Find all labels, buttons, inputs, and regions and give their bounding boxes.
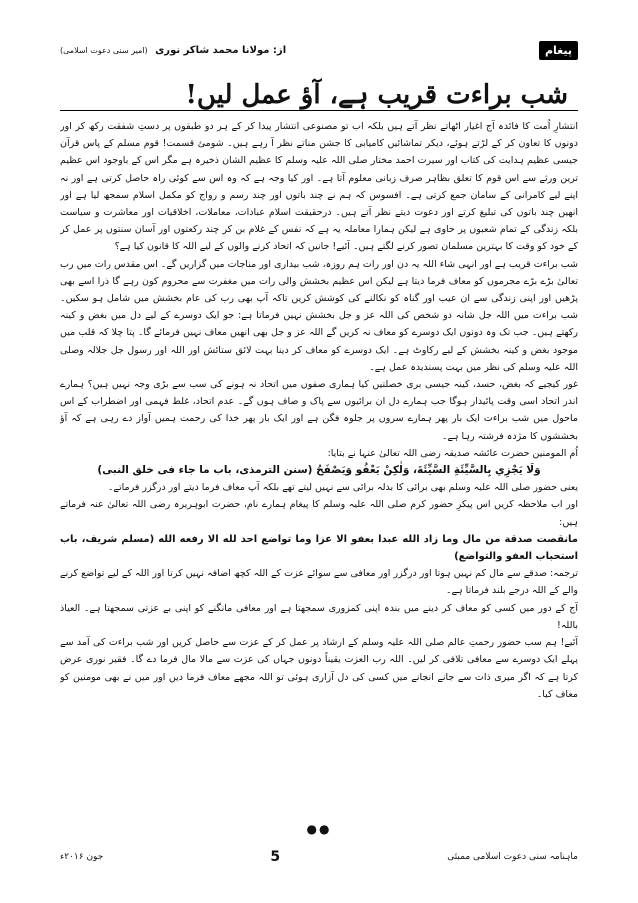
paragraph: آئیے! ہم سب حضور رحمتِ عالم صلی اللہ علیہ وسلم کے ارشاد پر عمل کر کے عزت سے حاصل کریں اور شب براءت کی آمد سے پہلے ایک دوسرے سے معافی تلافی کر لیں۔ اللہ رب العزت یقیناً دونوں جہاں کی عزت سے مالا مال فرما دے گا۔ فقیر نوری عرض کرتا ہے کہ اگر میری ذات سے جانے انجانے میں کسی کی دل آزاری ہوئی تو اللہ مجھے معاف فرما دیں اور میں نے بھی مومنین کو معاف کیا۔ — [60, 637, 578, 700]
paragraph: آج کے دور میں کسی کو معاف کر دینے میں بندہ اپنی کمزوری سمجھتا ہے اور معافی مانگنے کو اپنی بے عزتی سمجھتا ہے۔ العیاذ باللہ! — [60, 602, 578, 631]
article-body — [60, 118, 578, 811]
article-title: شب براءت قریب ہے، آؤ عمل لیں! — [185, 80, 568, 110]
paragraph: یعنی حضور صلی اللہ علیہ وسلم بھی برائی کا بدلہ برائی سے نہیں لیتے تھے بلکہ آپ معاف فرما دیتے اور درگزر فرماتے۔ — [107, 482, 578, 494]
paragraph: شب براءت قریب ہے اور انہی شاء اللہ یہ دن اور رات ہم روزہ، شب بیداری اور مناجات میں گزاریں گے۔ اس مقدس رات میں رب تعالیٰ بڑے بڑے مجرموں کو معاف فرما دیتا ہے لیکن اس عظیم بخشش والی رات میں مغفرت سے محروم کون رہے گا ذرا اسے بھی پڑھیں اور اپنی زندگی سے ان عیب اور گناہ کو نکالنے کی کوشش کریں تاکہ آپ بھی رب کی عام بخشش میں شامل ہو سکیں۔ شب براءت میں اللہ جل شانہ دو شخص کی اللہ عز و جل بخشش نہیں فرماتا ہے: جو ایک دوسرے کے لیے دل میں بغض و کینہ رکھتے ہیں۔ جب تک وہ دونوں ایک دوسرے کو معاف نہ کریں گے اللہ عز و جل بھی انھیں معاف نہیں فرمائے گا۔ پتا چلا کہ قلب میں موجود بغض و کینہ بخشش کے لیے رکاوٹ ہے۔ ایک دوسرے کو معاف کر دینا بہت لائق ستائش اور اللہ اور رسول جل جلالہ وصلی اللہ علیہ وسلم کی نظر میں بہت پسندیدہ عمل ہے۔ — [60, 258, 578, 373]
magazine-name: ماہنامہ سنی دعوت اسلامی ممبئی — [447, 852, 578, 862]
author-note: (امیر سنی دعوت اسلامی) — [60, 45, 148, 55]
paragraph: اُم المومنین حضرت عائشہ صدیقہ رضی اللہ تعالیٰ عنہا نے بتایا: — [327, 447, 578, 459]
end-marker: ●● — [306, 822, 332, 836]
title-divider — [60, 110, 578, 111]
paragraph: غور کیجیے کہ بغض، حسد، کینہ جیسی بری خصلتیں کیا ہماری صفوں میں اتحاد نہ ہونے کی سب سے بڑی وجہ نہیں ہیں؟ ہمارے اندر اتحاد اسی وقت پائیدار ہوگا جب ہمارے دل ان برائیوں سے پاک و صاف ہوں گے۔ عدم اتحاد، غلط فہمی اور اضطراب کے اس ماحول میں شب براءت ایک بار پھر ہمارے سروں پر جلوہ فگن ہے اور ایک بار پھر خدا کی رحمت ہمیں آواز دے رہی ہے کہ آؤ بخششوں کا مژدہ فرشتہ رہا ہے۔ — [60, 379, 578, 442]
section-badge: پیغام — [539, 41, 578, 60]
hadith-text: مانقصت صدقة من مال وما زاد الله عبدا بعفو الا عزا وما تواضع احد لله الا رفعه الله (مسلم شریف، باب استحباب العفو والتواضع) — [60, 533, 578, 563]
author-name: از: مولانا محمد شاکر نوری — [155, 44, 287, 56]
page-footer — [60, 848, 578, 866]
page-number: 5 — [270, 849, 281, 865]
paragraph: انتشارِ اُمت کا فائدہ آج اغیار اٹھاتے نظر آتے ہیں بلکہ اب تو مصنوعی انتشار پیدا کر کے ہر دو طبقوں پر دستِ شفقت رکھ کر اور دونوں کا تعاون کر کے لڑتے ہوئے، دیکر تماشائیں کامیابی کا جشن مناتے نظر آ رہے ہیں۔ شومیٔ قسمت! قوم مسلم کے پاس قرآن جیسی عظیم ہدایت کی کتاب اور سیرت احمد مختار صلی اللہ علیہ وسلم کا عظیم الشان ذخیرہ ہے مگر اس کے باوجود اس عظیم ترین ورثے سے اس قوم کا تعلق بظاہر صرف زبانی معلوم آتا ہے۔ اور کیا وجہ ہے کہ وہ اس سے کوئی راہ حاصل کرتی ہے اور نہ اپنے لیے کامرانی کے سامان جمع کرتی ہے۔ افسوس کہ ہم نے چند باتوں اور چند رسم و رواج کو مکمل اسلام سمجھ لیا ہے اور انھیں چند باتوں کی تبلیغ کرتے اور دعوت دیتے نظر آتے ہیں۔ درحقیقت اسلام عبادات، معاملات، اخلاقیات اور معاشرت و سیاست بلکہ زندگی کے تمام شعبوں پر حاوی ہے لیکن ہمارا معاملہ یہ ہے کہ نفس کے غلام بن کر چند رکعتوں اور آسان سنتوں پر عمل کر کے خود کو وقت کا بہترین مسلمان تصور کرنے لگتے ہیں۔ آئیے! جانیں کہ اتحاد کرنے والوں کے لیے اللہ کا قانون کیا ہے؟ — [60, 121, 578, 253]
paragraph: ترجمہ: صدقے سے مال کم نہیں ہوتا اور درگزر اور معافی سے سوائے عزت کے اللہ کچھ اضافہ نہیں کرتا اور اللہ کے لیے تواضع کرنے والے کے اللہ درجے بلند فرماتا ہے۔ — [60, 568, 578, 597]
author-line — [60, 45, 286, 56]
paragraph: اور اب ملاحظہ کریں اس پیکرِ حضور کرم صلی اللہ علیہ وسلم کا پیغام ہمارے نام، حضرت ابوہریرہ رضی اللہ تعالیٰ عنہ فرماتے ہیں: — [60, 499, 578, 528]
issue-date: جون ۲۰۱۶ء — [60, 852, 104, 862]
page-header — [60, 38, 578, 62]
arabic-quote: وَلَا يَجْزِي بِالسَّيِّئَةِ السَّيِّئَةَ، وَلٰكِنْ يَعْفُو وَيَصْفَحُ (سنن الترمذی، باب ما جاء فی خلق النبی) — [97, 464, 541, 477]
